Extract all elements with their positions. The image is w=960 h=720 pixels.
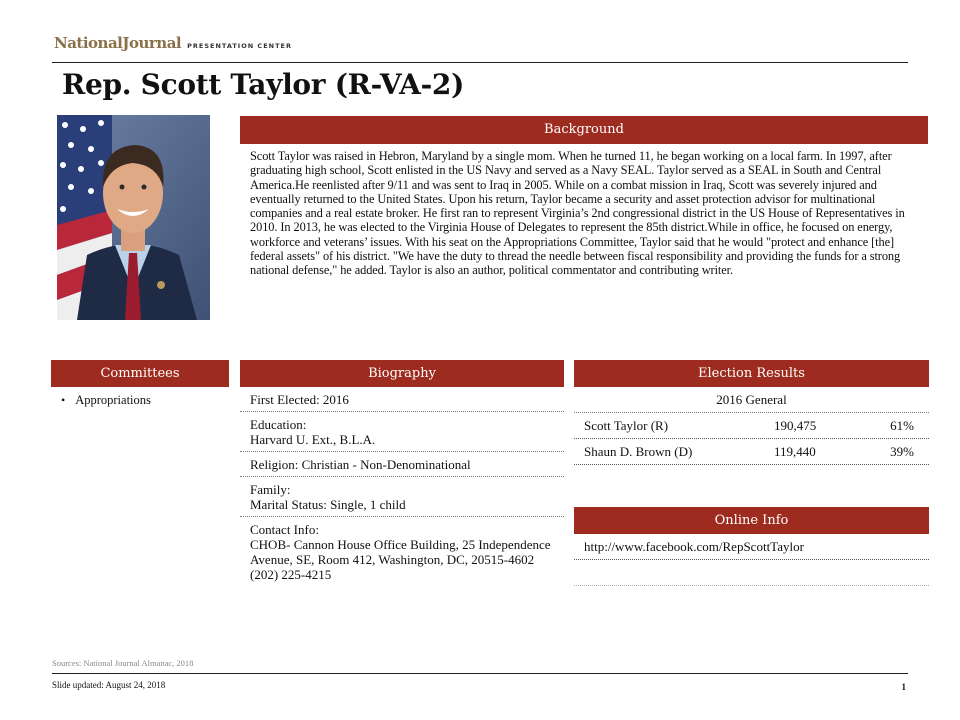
bio-family bbox=[240, 477, 564, 517]
committees-header: Committees bbox=[51, 360, 229, 387]
candidate-votes: 190,475 bbox=[774, 418, 817, 433]
background-section bbox=[240, 116, 928, 278]
committees-section bbox=[51, 360, 229, 408]
committee-item bbox=[51, 387, 229, 408]
page-title: Rep. Scott Taylor (R-VA-2) bbox=[62, 68, 465, 101]
bio-first-elected bbox=[240, 387, 564, 412]
candidate-name: Shaun D. Brown (D) bbox=[584, 444, 693, 459]
election-header: Election Results bbox=[574, 360, 929, 387]
bio-label: Family: bbox=[250, 482, 291, 497]
bio-value: Harvard U. Ext., B.L.A. bbox=[250, 432, 376, 447]
bio-religion bbox=[240, 452, 564, 477]
election-results-section bbox=[574, 360, 929, 465]
election-row bbox=[574, 439, 929, 465]
bio-education bbox=[240, 412, 564, 452]
bio-address: CHOB- Cannon House Office Building, 25 Independence Avenue, SE, Room 412, Washington, DC, 20515-4602 bbox=[250, 537, 551, 567]
header-divider bbox=[52, 62, 908, 63]
election-subheading: 2016 General bbox=[574, 387, 929, 413]
biography-section bbox=[240, 360, 564, 586]
bio-label: Education: bbox=[250, 417, 307, 432]
bio-label: Contact Info: bbox=[250, 522, 319, 537]
sources-note: Sources: National Journal Almanac, 2018 bbox=[52, 658, 194, 668]
online-empty-row bbox=[574, 560, 929, 586]
bio-label: First Elected: 2016 bbox=[250, 392, 349, 407]
candidate-name: Scott Taylor (R) bbox=[584, 418, 669, 433]
background-text: Scott Taylor was raised in Hebron, Maryland by a single mom. When he turned 11, he began working on a local farm. In 1997, after graduating high school, Scott enlisted in the US Navy and served as a Navy SEAL. Taylor served as a SEAL in South and Central America.He reenlisted after 9/11 and was sent to Iraq in 2005. While on a combat mission in Iraq, Scott was severely injured and eventually returned to the United States. Upon his return, Taylor became a security and asset protection advisor for multinational companies and a real estate broker. He first ran to represent Virginia’s 2nd congressional district in the US House of Representatives in 2010. In 2013, he was elected to the Virginia House of Delegates to represent the 85th district.While in office, he focused on energy, workforce and veterans’ issues. With his seat on the Appropriations Committee, Taylor said that he would "protect and enhance [the] federal assets" of his district. "We have the duty to thread the needle between fiscal responsibility and providing the funds for a strong national defense," he added. Taylor is also an author, political commentator and contributing writer. bbox=[250, 149, 905, 278]
biography-header: Biography bbox=[240, 360, 564, 387]
national-journal-logo bbox=[54, 34, 292, 52]
portrait-image bbox=[57, 115, 210, 320]
slide-updated: Slide updated: August 24, 2018 bbox=[52, 680, 166, 690]
candidate-pct: 39% bbox=[890, 444, 914, 459]
bio-phone: (202) 225-4215 bbox=[250, 567, 332, 582]
bio-contact bbox=[240, 517, 564, 586]
page-number: 1 bbox=[901, 682, 906, 692]
election-row bbox=[574, 413, 929, 439]
candidate-pct: 61% bbox=[890, 418, 914, 433]
facebook-link[interactable]: http://www.facebook.com/RepScottTaylor bbox=[574, 534, 929, 560]
footer-divider bbox=[52, 673, 908, 674]
background-header: Background bbox=[240, 116, 928, 144]
logo-wordmark: NationalJournal bbox=[54, 34, 182, 52]
bio-value: Marital Status: Single, 1 child bbox=[250, 497, 406, 512]
candidate-votes: 119,440 bbox=[774, 444, 816, 459]
member-portrait bbox=[57, 115, 210, 320]
logo-subtitle: PRESENTATION CENTER bbox=[187, 42, 292, 50]
online-info-section bbox=[574, 507, 929, 586]
bio-label: Religion: Christian - Non-Denominational bbox=[250, 457, 471, 472]
online-header: Online Info bbox=[574, 507, 929, 534]
committee-name: Appropriations bbox=[75, 393, 151, 407]
bullet-icon: • bbox=[61, 393, 66, 407]
